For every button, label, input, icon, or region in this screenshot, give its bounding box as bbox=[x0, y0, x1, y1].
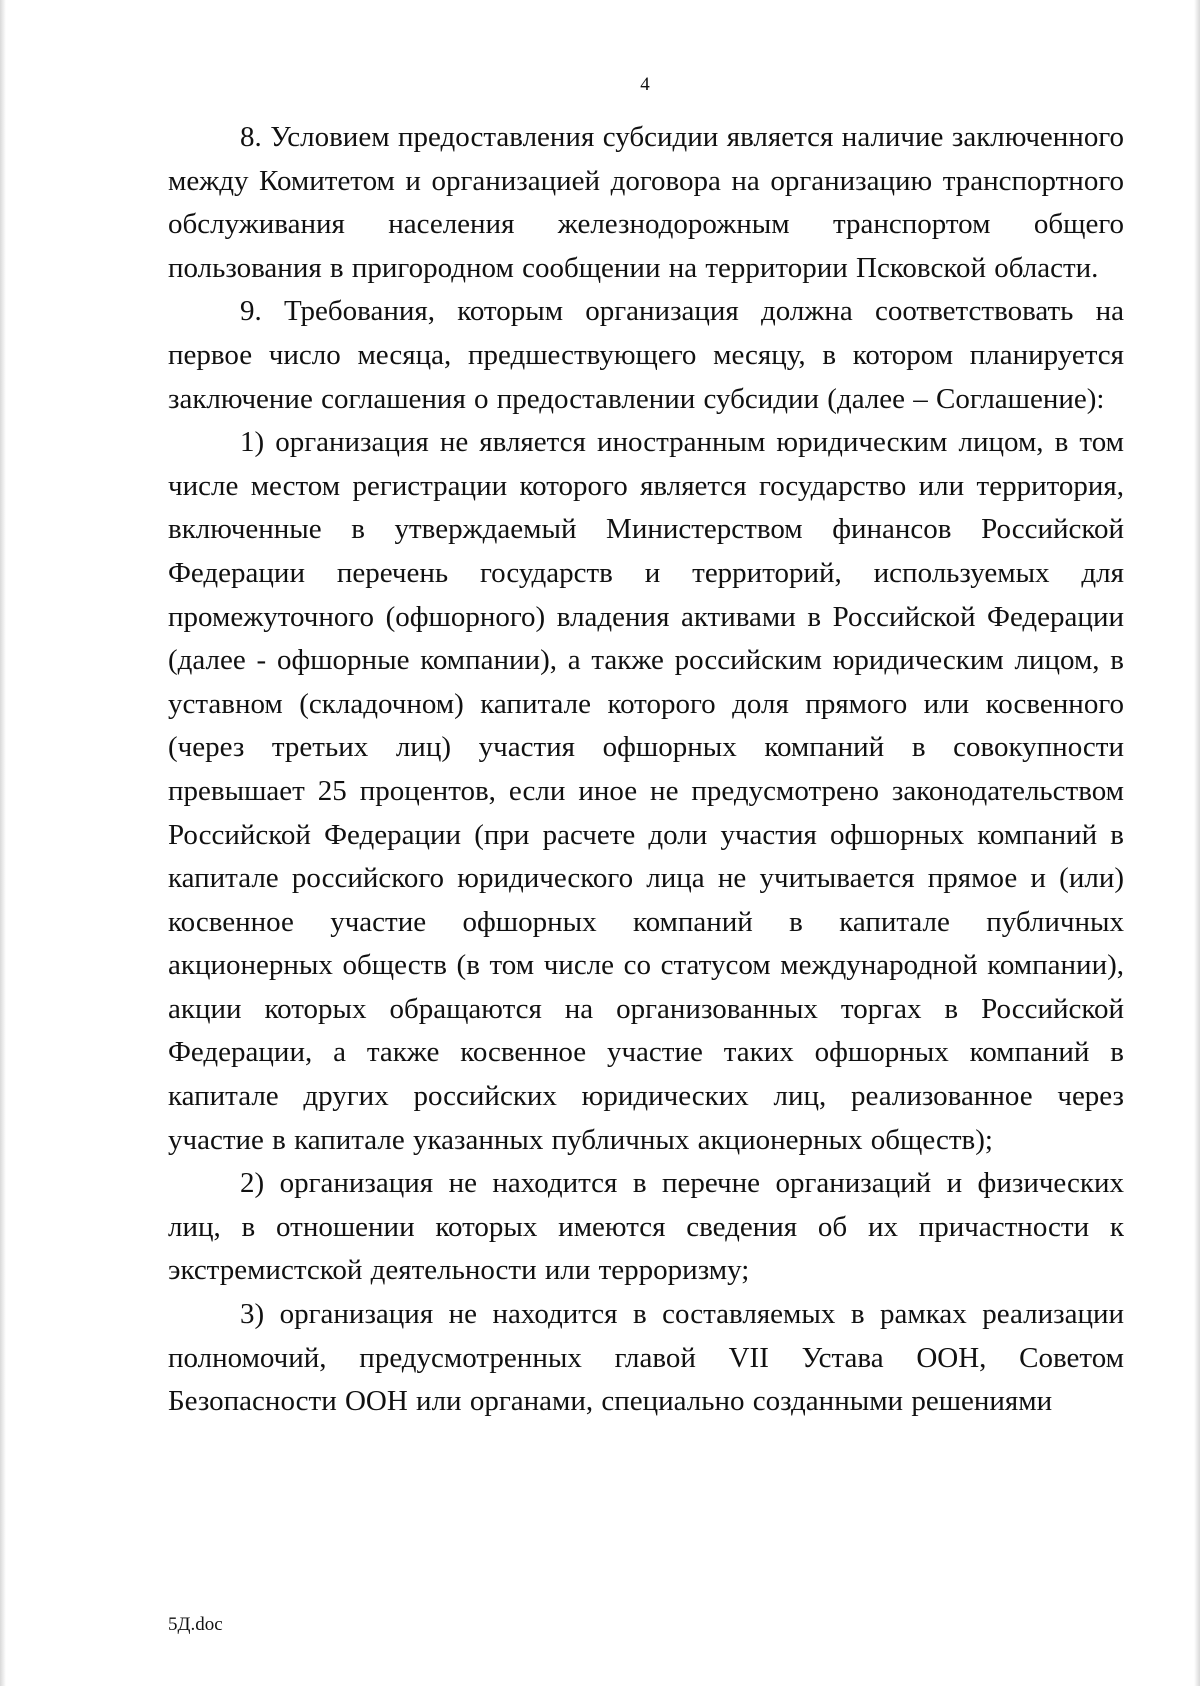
file-name-footer: 5Д.doc bbox=[168, 1614, 223, 1635]
page-edge-right bbox=[1194, 0, 1200, 1686]
paragraph-item-8: 8. Условием предоставления субсидии является наличие заключенного между Комитетом и организацией договора на организацию транспортного обслуживания населения железнодорожным транспортом общего пользования в пригородном сообщении на территории Псковской области. bbox=[168, 121, 1124, 284]
paragraph-item-9: 9. Требования, которым организация должна соответствовать на первое число месяца, предшествующего месяцу, в котором планируется заключение соглашения о предоставлении субсидии (далее – Соглашение): bbox=[168, 295, 1124, 415]
subitem-3: 3) организация не находится в составляемых в рамках реализации полномочий, предусмотренных главой VII Устава ООН, Советом Безопасности ООН или органами, специально созданными решениями bbox=[168, 1298, 1124, 1418]
subitem-1: 1) организация не является иностранным юридическим лицом, в том числе местом регистрации которого является государство или территория, включенные в утверждаемый Министерством финансов Российской Федерации перечень государств и территорий, используемых для промежуточного (офшорного) владения активами в Российской Федерации (далее - офшорные компании), а также российским юридическим лицом, в уставном (складочном) капитале которого доля прямого или косвенного (через третьих лиц) участия офшорных компаний в совокупности превышает 25 процентов, если иное не предусмотрено законодательством Российской Федерации (при расчете доли участия офшорных компаний в капитале российского юридического лица не учитывается прямое и (или) косвенное участие офшорных компаний в капитале публичных акционерных обществ (в том числе со статусом международной компании), акции которых обращаются на организованных торгах в Российской Федерации, а также косвенное участие таких офшорных компаний в капитале других российских юридических лиц, реализованное через участие в капитале указанных публичных акционерных обществ); bbox=[168, 426, 1124, 1156]
page-edge-left bbox=[0, 0, 6, 1686]
subitem-2: 2) организация не находится в перечне организаций и физических лиц, в отношении которых имеются сведения об их причастности к экстремистской деятельности или терроризму; bbox=[168, 1167, 1124, 1287]
page-number: 4 bbox=[640, 74, 650, 95]
document-body bbox=[168, 116, 1124, 1424]
